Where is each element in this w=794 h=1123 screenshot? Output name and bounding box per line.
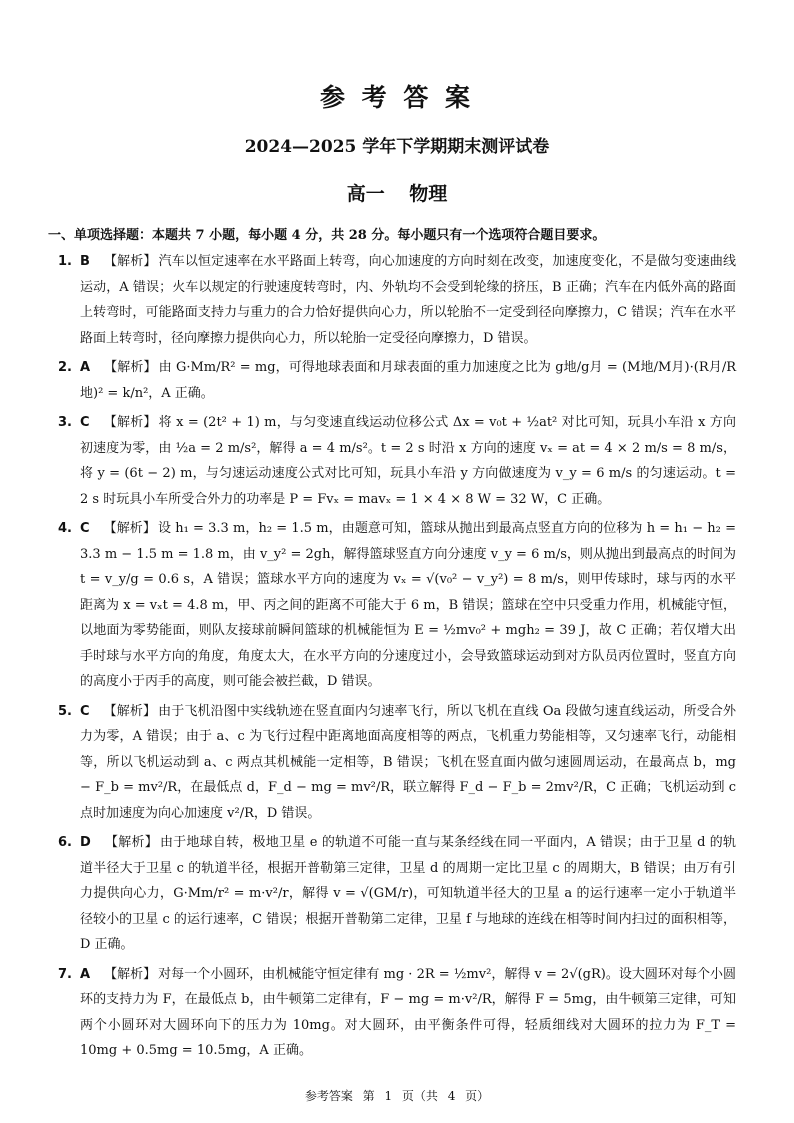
analysis-tag: 【解析】 <box>104 360 157 375</box>
analysis-tag: 【解析】 <box>103 703 157 719</box>
answer-letter: C <box>80 521 90 536</box>
answer-letter: C <box>80 415 90 430</box>
page-footer: 参考答案 第 1 页（共 4 页） <box>304 1089 490 1103</box>
question-number: 2. <box>58 360 72 375</box>
question-number: 7. <box>58 966 72 982</box>
section-heading: 一、单项选择题：本题共 7 小题，每小题 4 分，共 28 分。每小题只有一个选项符合题目要求。 <box>48 228 606 243</box>
answer-letter: B <box>80 254 90 269</box>
answer-letter: A <box>80 966 91 982</box>
question-number: 6. <box>58 835 72 850</box>
answer-letter: C <box>80 703 90 719</box>
question-number: 1. <box>58 254 72 269</box>
page-title: 参 考 答 案 <box>319 83 475 112</box>
question-2 <box>58 355 736 406</box>
answer-letter: D <box>80 835 91 850</box>
course-title: 高一 物理 <box>346 183 448 205</box>
analysis-tag: 【解析】 <box>103 254 157 269</box>
question-1 <box>58 249 736 351</box>
exam-subtitle: 2024—2025 学年下学期期末测评试卷 <box>244 137 550 157</box>
question-number: 3. <box>58 415 72 430</box>
question-number: 5. <box>58 703 72 719</box>
analysis-tag: 【解析】 <box>104 966 157 982</box>
question-4 <box>58 516 736 695</box>
analysis-tag: 【解析】 <box>103 415 157 430</box>
analysis-text: 设 h₁ = 3.3 m，h₂ = 1.5 m，由题意可知，篮球从抛出到最高点竖直方向的位移为 h = h₁ − h₂ = 3.3 m − 1.5 m = 1.8 m，由 v_y² = 2gh，解得篮球竖直方向分速度 v_y = 6 m/s，则从抛出到最高点的时间为 t = v_y/g = 0.6 s，A 错误；篮球水平方向的速度为 vₓ = √(v₀² − v_y²) = 8 m/s，则甲传球时，球与丙的水平距离为 x = vₓt = 4.8 m，甲、丙之间的距离不可能大于 6 m，B 错误；篮球在空中只受重力作用，机械能守恒，以地面为零势能面，则队友接球前瞬间篮球的机械能恒为 E = ½mv₀² + mgh₂ = 39 J，故 C 正确；若仅增大出手时球与水平方向的角度，角度太大，在水平方向的分速度过小，会导致篮球运动到对方队员丙位置时，竖直方向的高度小于丙手的高度，则可能会被拦截，D 错误。 <box>80 521 736 689</box>
question-3 <box>58 410 736 512</box>
analysis-tag: 【解析】 <box>103 521 156 536</box>
analysis-text: 由于地球自转，极地卫星 e 的轨道不可能一直与某条经线在同一平面内，A 错误；由于卫星 d 的轨道半径大于卫星 c 的轨道半径，根据开普勒第三定律，卫星 d 的周期一定比卫星 c 的周期大，B 错误；由万有引力提供向心力，G·Mm/r² = m·v²/r，解得 v = √(GM/r)，可知轨道半径大的卫星 a 的运行速率一定小于轨道半径较小的卫星 c 的运行速率，C 错误；根据开普勒第二定律，卫星 f 与地球的连线在相等时间内扫过的面积相等，D 正确。 <box>80 835 736 952</box>
analysis-text: 由于飞机沿图中实线轨迹在竖直面内匀速率飞行，所以飞机在直线 Oa 段做匀速直线运动，所受合外力为零，A 错误；由于 a、c 为飞行过程中距离地面高度相等的两点，飞机重力势能相等，又匀速率飞行，动能相等，所以飞机运动到 a、c 两点其机械能一定相等，B 错误；飞机在竖直面内做匀速圆周运动，在最高点 b，mg − F_b = mv²/R，在最低点 d，F_d − mg = mv²/R，联立解得 F_d − F_b = 2mv²/R，C 正确；飞机运动到 c 点时加速度为向心加速度 v²/R，D 错误。 <box>80 703 736 821</box>
question-5 <box>58 699 736 827</box>
analysis-text: 将 x = (2t² + 1) m，与匀变速直线运动位移公式 Δx = v₀t + ½at² 对比可知，玩具小车沿 x 方向初速度为零，由 ½a = 2 m/s²，解得 a = 4 m/s²。t = 2 s 时沿 x 方向的速度 vₓ = at = 4 × 2 m/s = 8 m/s，将 y = (6t − 2) m，与匀速运动速度公式对比可知，玩具小车沿 y 方向做速度为 v_y = 6 m/s 的匀速运动。t = 2 s 时玩具小车所受合外力的功率是 P = Fvₓ = mavₓ = 1 × 4 × 8 W = 32 W，C 正确。 <box>80 415 736 507</box>
question-6 <box>58 830 736 958</box>
analysis-text: 汽车以恒定速率在水平路面上转弯，向心加速度的方向时刻在改变，加速度变化，不是做匀变速曲线运动，A 错误；火车以规定的行驶速度转弯时，内、外轨均不会受到轮缘的挤压，B 正确；汽车在内低外高的路面上转弯时，可能路面支持力与重力的合力恰好提供向心力，所以轮胎不一定受到径向摩擦力，C 错误；汽车在水平路面上转弯时，径向摩擦力提供向心力，所以轮胎一定受径向摩擦力，D 错误。 <box>80 254 736 346</box>
question-7 <box>58 962 736 1064</box>
analysis-tag: 【解析】 <box>104 835 158 850</box>
analysis-text: 由 G·Mm/R² = mg，可得地球表面和月球表面的重力加速度之比为 g地/g月 = (M地/M月)·(R月/R地)² = k/n²，A 正确。 <box>80 360 736 401</box>
answer-letter: A <box>80 360 91 375</box>
question-number: 4. <box>58 521 72 536</box>
analysis-text: 对每一个小圆环，由机械能守恒定律有 mg · 2R = ½mv²，解得 v = 2√(gR)。设大圆环对每个小圆环的支持力为 F，在最低点 b，由牛顿第二定律有，F − mg = m·v²/R，解得 F = 5mg，由牛顿第三定律，可知两个小圆环对大圆环向下的压力为 10mg。对大圆环，由平衡条件可得，轻质细线对大圆环的拉力为 F_T = 10mg + 0.5mg = 10.5mg，A 正确。 <box>80 966 736 1058</box>
